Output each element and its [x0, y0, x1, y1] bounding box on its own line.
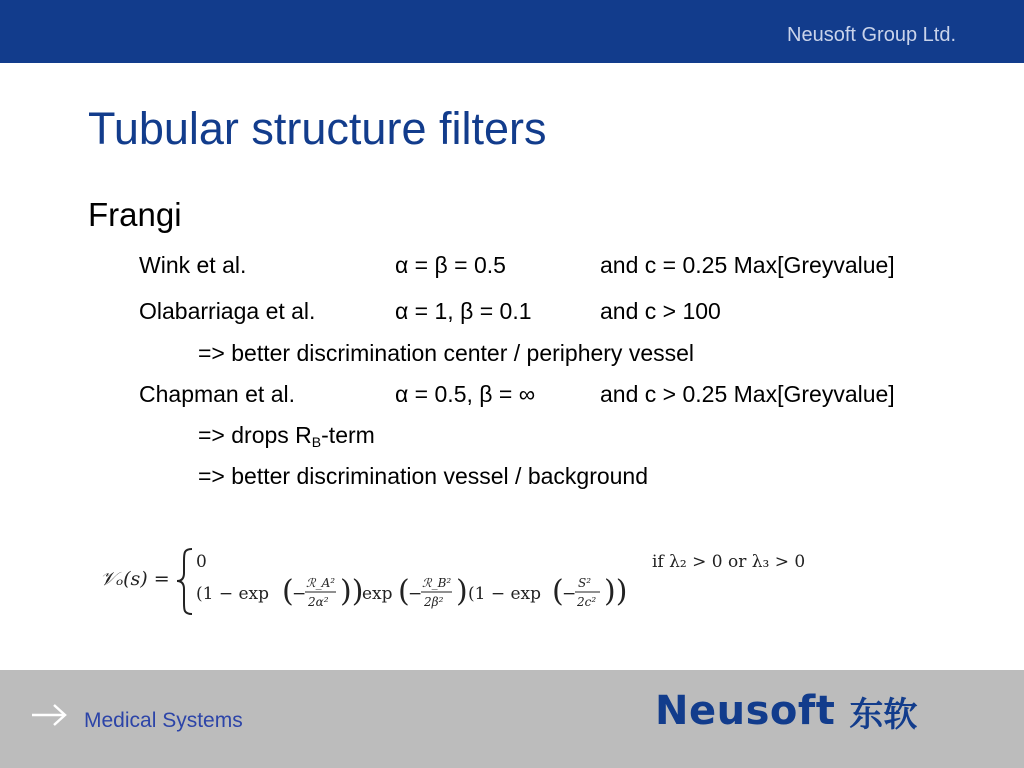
formula-ra-num: ℛ_A² [306, 576, 336, 590]
formula-case2-mid: exp [362, 584, 393, 604]
logo-latin-text: Neusoft [655, 688, 836, 734]
params-olabarriaga: α = 1, β = 0.1 [395, 298, 532, 324]
note-chapman-drops [198, 422, 375, 450]
params-wink: α = β = 0.5 [395, 252, 506, 278]
logo-cjk-text: 东软 [849, 694, 918, 735]
formula-paren: ( [282, 574, 294, 609]
formula-paren: )) [340, 574, 364, 609]
params-chapman: α = 0.5, β = ∞ [395, 381, 536, 407]
footer-label: Medical Systems [84, 709, 243, 732]
formula-case2-open: (1 − exp [196, 584, 270, 604]
formula-paren: ( [398, 574, 410, 609]
formula-brace [177, 549, 192, 614]
note-chapman-drops-sub: B [311, 434, 322, 450]
note-chapman-drops-suffix: -term [321, 422, 375, 448]
right-arrow-icon [30, 700, 70, 730]
formula-ra-den: 2α² [308, 595, 329, 609]
formula-minus: − [562, 584, 577, 604]
constant-olabarriaga: and c > 100 [600, 298, 721, 324]
formula-lhs: 𝒱ₒ(s) = [100, 568, 170, 590]
note-chapman-drops-prefix: => drops R [198, 422, 312, 448]
formula-s-den: 2c² [577, 595, 597, 609]
constant-wink: and c = 0.25 Max[Greyvalue] [600, 252, 895, 278]
formula-case1-value: 0 [196, 552, 207, 572]
section-heading: Frangi [88, 196, 182, 233]
neusoft-logo [655, 686, 917, 736]
note-chapman-better: => better discrimination vessel / background [198, 463, 649, 489]
formula-s-num: S² [578, 576, 592, 590]
author-wink: Wink et al. [139, 252, 247, 278]
formula-rb-num: ℛ_B² [422, 576, 452, 590]
formula-paren: ) [456, 574, 468, 609]
formula-case1-condition: if λ₂ > 0 or λ₃ > 0 [652, 552, 806, 572]
company-name: Neusoft Group Ltd. [787, 24, 956, 46]
formula-case2-mid2: (1 − exp [468, 584, 542, 604]
formula-minus: − [408, 584, 423, 604]
slide-title: Tubular structure filters [88, 103, 547, 154]
formula-paren: ( [552, 574, 564, 609]
constant-chapman: and c > 0.25 Max[Greyvalue] [600, 381, 895, 407]
formula-paren: )) [604, 574, 628, 609]
formula-rb-den: 2β² [424, 595, 444, 609]
vesselness-formula [100, 543, 830, 618]
note-olabarriaga: => better discrimination center / periphery vessel [198, 340, 695, 366]
author-olabarriaga: Olabarriaga et al. [139, 298, 316, 324]
author-chapman: Chapman et al. [139, 381, 295, 407]
formula-minus: − [292, 584, 307, 604]
